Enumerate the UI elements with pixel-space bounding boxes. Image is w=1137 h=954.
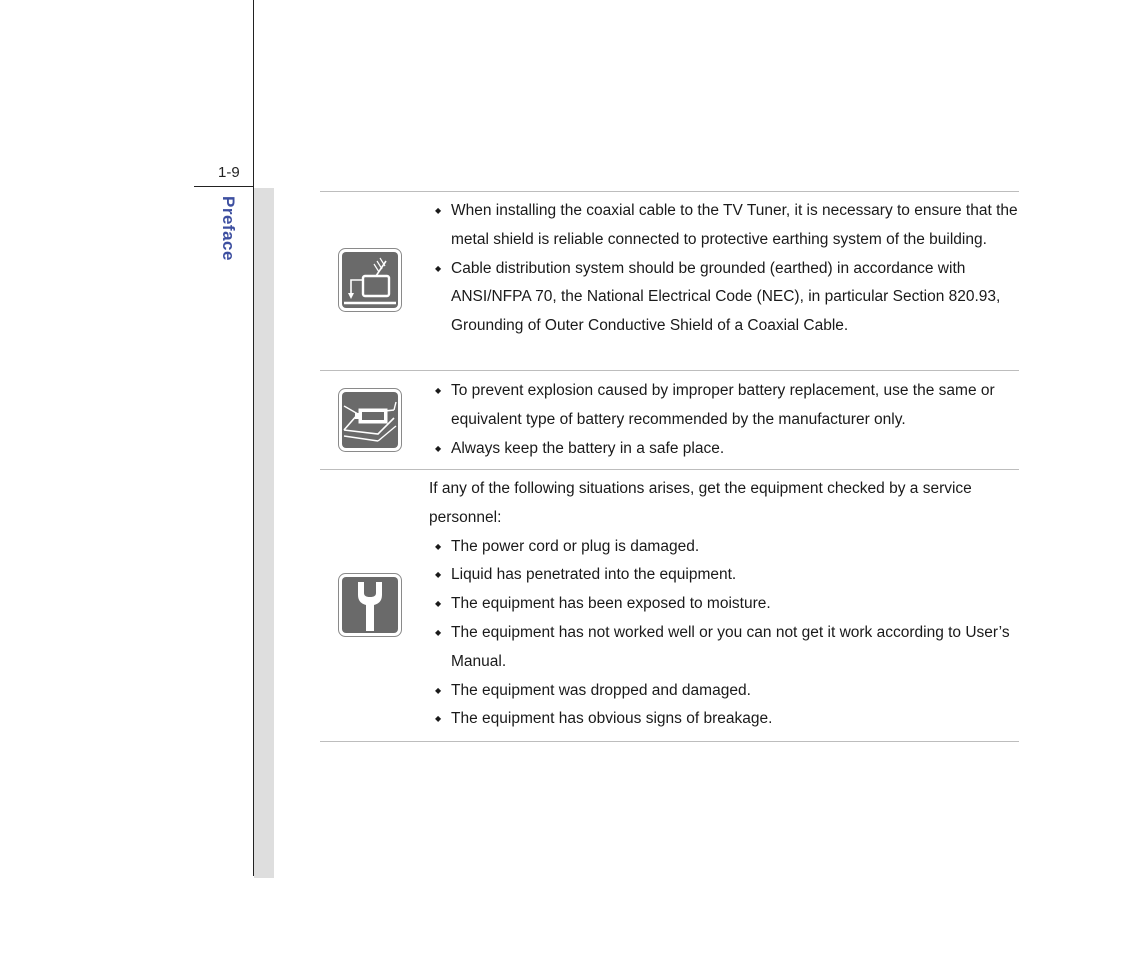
grounding-notes	[429, 197, 1024, 341]
list-item: ◆ When installing the coaxial cable to the TV Tuner, it is necessary to ensure that the metal shield is reliable connected to protective earthing system of the building.	[429, 197, 1024, 255]
list-item: ◆ The power cord or plug is damaged.	[429, 533, 1024, 562]
list-item: ◆ Cable distribution system should be grounded (earthed) in accordance with ANSI/NFPA 70, the National Electrical Code (NEC), in particular Section 820.93, Grounding of Outer Conductive Shield of a Coaxial Cable.	[429, 255, 1024, 341]
list-item: ◆ Always keep the battery in a safe place.	[429, 435, 1024, 464]
table-rule	[320, 370, 1019, 371]
page-number-rule	[194, 186, 254, 187]
page-number: 1-9	[218, 164, 240, 181]
list-item: ◆ Liquid has penetrated into the equipment.	[429, 561, 1024, 590]
bullet-list	[429, 197, 1024, 341]
bullet-list	[429, 377, 1024, 463]
table-rule	[320, 469, 1019, 470]
wrench-service-icon	[338, 573, 402, 637]
table-rule-top	[320, 191, 1019, 192]
list-item: ◆ The equipment was dropped and damaged.	[429, 677, 1024, 706]
battery-box-icon	[338, 388, 402, 452]
battery-notes	[429, 377, 1024, 463]
service-intro: If any of the following situations arises, get the equipment checked by a service personnel:	[429, 480, 972, 526]
list-item: ◆ The equipment has not worked well or you can not get it work according to User’s Manual.	[429, 619, 1024, 677]
list-item: ◆ The equipment has obvious signs of breakage.	[429, 705, 1024, 734]
section-label: Preface	[219, 196, 238, 261]
list-item: ◆ To prevent explosion caused by improper battery replacement, use the same or equivalent type of battery recommended by the manufacturer only.	[429, 377, 1024, 435]
margin-band	[254, 188, 274, 878]
service-notes	[429, 475, 1024, 734]
bullet-list	[429, 533, 1024, 735]
table-rule-bottom	[320, 741, 1019, 742]
tv-antenna-grounding-icon	[338, 248, 402, 312]
list-item: ◆ The equipment has been exposed to moisture.	[429, 590, 1024, 619]
